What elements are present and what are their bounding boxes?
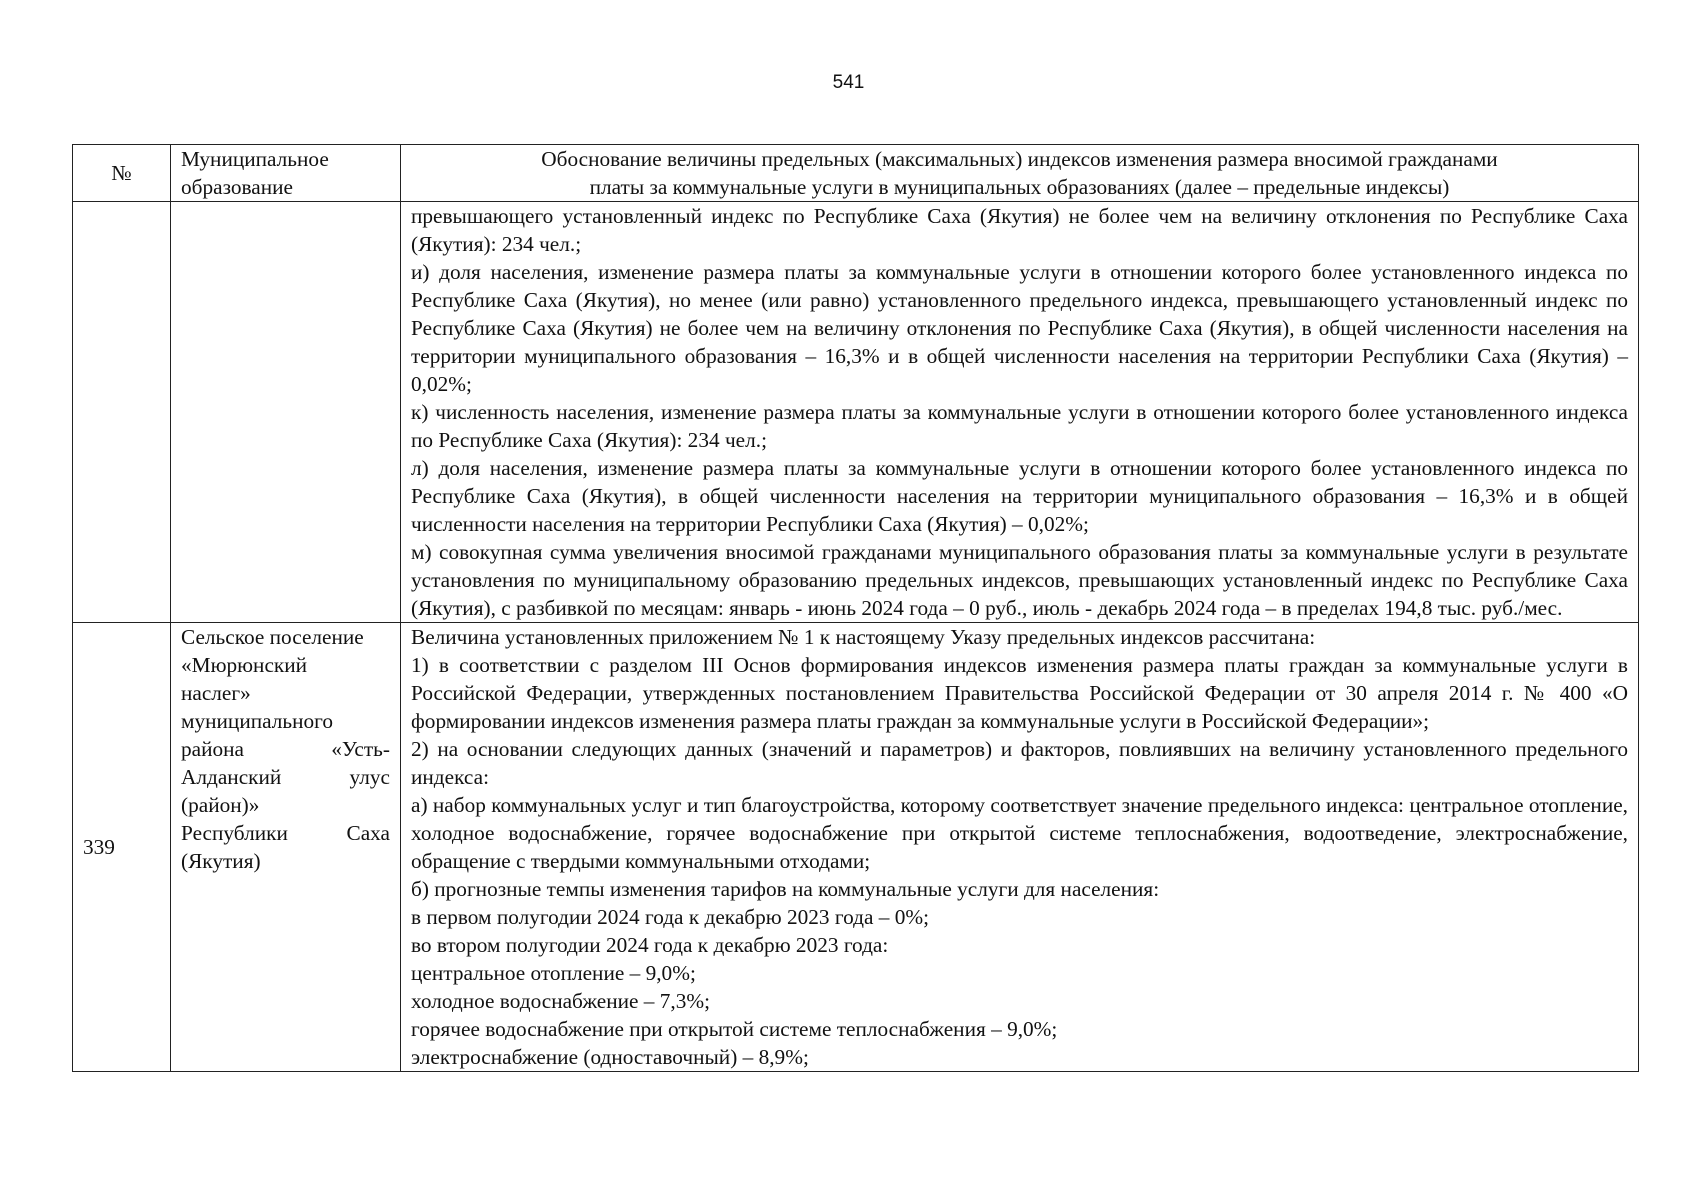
table-row — [73, 202, 1639, 623]
justification-paragraph: 2) на основании следующих данных (значений и параметров) и факторов, повлиявших на величину установленного предельного индекса: — [411, 737, 1628, 789]
table-header-row — [73, 145, 1639, 202]
justification-paragraph: а) набор коммунальных услуг и тип благоустройства, которому соответствует значение предельного индекса: центральное отопление, холодное водоснабжение, горячее водоснабжение при открытой системе теплоснабжения, водоотведение, электроснабжение, обращение с твердыми коммунальными отходами; — [411, 793, 1628, 873]
header-number: № — [73, 145, 171, 202]
municipality-line: района «Усть- — [181, 737, 390, 761]
row-number-cell — [73, 202, 171, 623]
row-municipality-cell — [171, 202, 401, 623]
header-justification-line2: платы за коммунальные услуги в муниципальных образованиях (далее – предельные индексы) — [589, 175, 1450, 199]
justification-paragraph: и) доля населения, изменение размера платы за коммунальные услуги в отношении которого более установленного индекса по Республике Саха (Якутия), но менее (или равно) установленного предельного индекса, превышающего установленный индекс по Республике Саха (Якутия) не более чем на величину отклонения по Республике Саха (Якутия), в общей численности населения на территории муниципального образования – 16,3% и в общей численности населения на территории Республики Саха (Якутия) – 0,02%; — [411, 260, 1628, 396]
municipality-line: (Якутия) — [181, 849, 261, 873]
municipality-line: наслег» — [181, 681, 251, 705]
justification-paragraph: центральное отопление – 9,0%; — [411, 961, 696, 985]
header-justification-line1: Обоснование величины предельных (максимальных) индексов изменения размера вносимой гражданами — [541, 147, 1498, 171]
justification-paragraph: б) прогнозные темпы изменения тарифов на коммунальные услуги для населения: — [411, 877, 1160, 901]
justification-paragraph: электроснабжение (одноставочный) – 8,9%; — [411, 1045, 809, 1069]
header-municipality: Муниципальное образование — [171, 145, 401, 202]
justification-paragraph: горячее водоснабжение при открытой системе теплоснабжения – 9,0%; — [411, 1017, 1058, 1041]
justification-paragraph: к) численность населения, изменение размера платы за коммунальные услуги в отношении которого более установленного индекса по Республике Саха (Якутия): 234 чел.; — [411, 400, 1628, 452]
municipality-line: Сельское поселение — [181, 625, 364, 649]
table-row — [73, 623, 1639, 1072]
page-number: 541 — [832, 72, 865, 93]
justification-table — [72, 144, 1639, 1072]
row-justification-cell — [401, 202, 1639, 623]
justification-paragraph: во втором полугодии 2024 года к декабрю 2023 года: — [411, 933, 889, 957]
justification-paragraph: м) совокупная сумма увеличения вносимой гражданами муниципального образования платы за коммунальные услуги в результате установления по муниципальному образованию предельных индексов, превышающих установленный индекс по Республике Саха (Якутия), с разбивкой по месяцам: январь - июнь 2024 года – 0 руб., июль - декабрь 2024 года – в пределах 194,8 тыс. руб./мес. — [411, 540, 1628, 620]
municipality-line: Республики Саха — [181, 821, 390, 845]
municipality-line: (район)» — [181, 793, 260, 817]
row-number-cell: 339 — [73, 623, 171, 1072]
row-municipality-cell — [171, 623, 401, 1072]
justification-paragraph: превышающего установленный индекс по Республике Саха (Якутия) не более чем на величину отклонения по Республике Саха (Якутия): 234 чел.; — [411, 204, 1628, 256]
justification-paragraph: холодное водоснабжение – 7,3%; — [411, 989, 711, 1013]
municipality-line: муниципального — [181, 709, 333, 733]
municipality-line: «Мюрюнский — [181, 653, 308, 677]
justification-paragraph: л) доля населения, изменение размера платы за коммунальные услуги в отношении которого более установленного индекса по Республике Саха (Якутия), в общей численности населения на территории муниципального образования – 16,3% и в общей численности населения на территории Республики Саха (Якутия) – 0,02%; — [411, 456, 1628, 536]
justification-paragraph: Величина установленных приложением № 1 к настоящему Указу предельных индексов рассчитана: — [411, 625, 1316, 649]
municipality-line: Алданский улус — [181, 765, 390, 789]
justification-paragraph: 1) в соответствии с разделом III Основ формирования индексов изменения размера платы граждан за коммунальные услуги в Российской Федерации, утвержденных постановлением Правительства Российской Федерации от 30 апреля 2014 г. № 400 «О формировании индексов изменения размера платы граждан за коммунальные услуги в Российской Федерации»; — [411, 653, 1628, 733]
header-justification — [401, 145, 1639, 202]
row-justification-cell — [401, 623, 1639, 1072]
justification-paragraph: в первом полугодии 2024 года к декабрю 2023 года – 0%; — [411, 905, 930, 929]
